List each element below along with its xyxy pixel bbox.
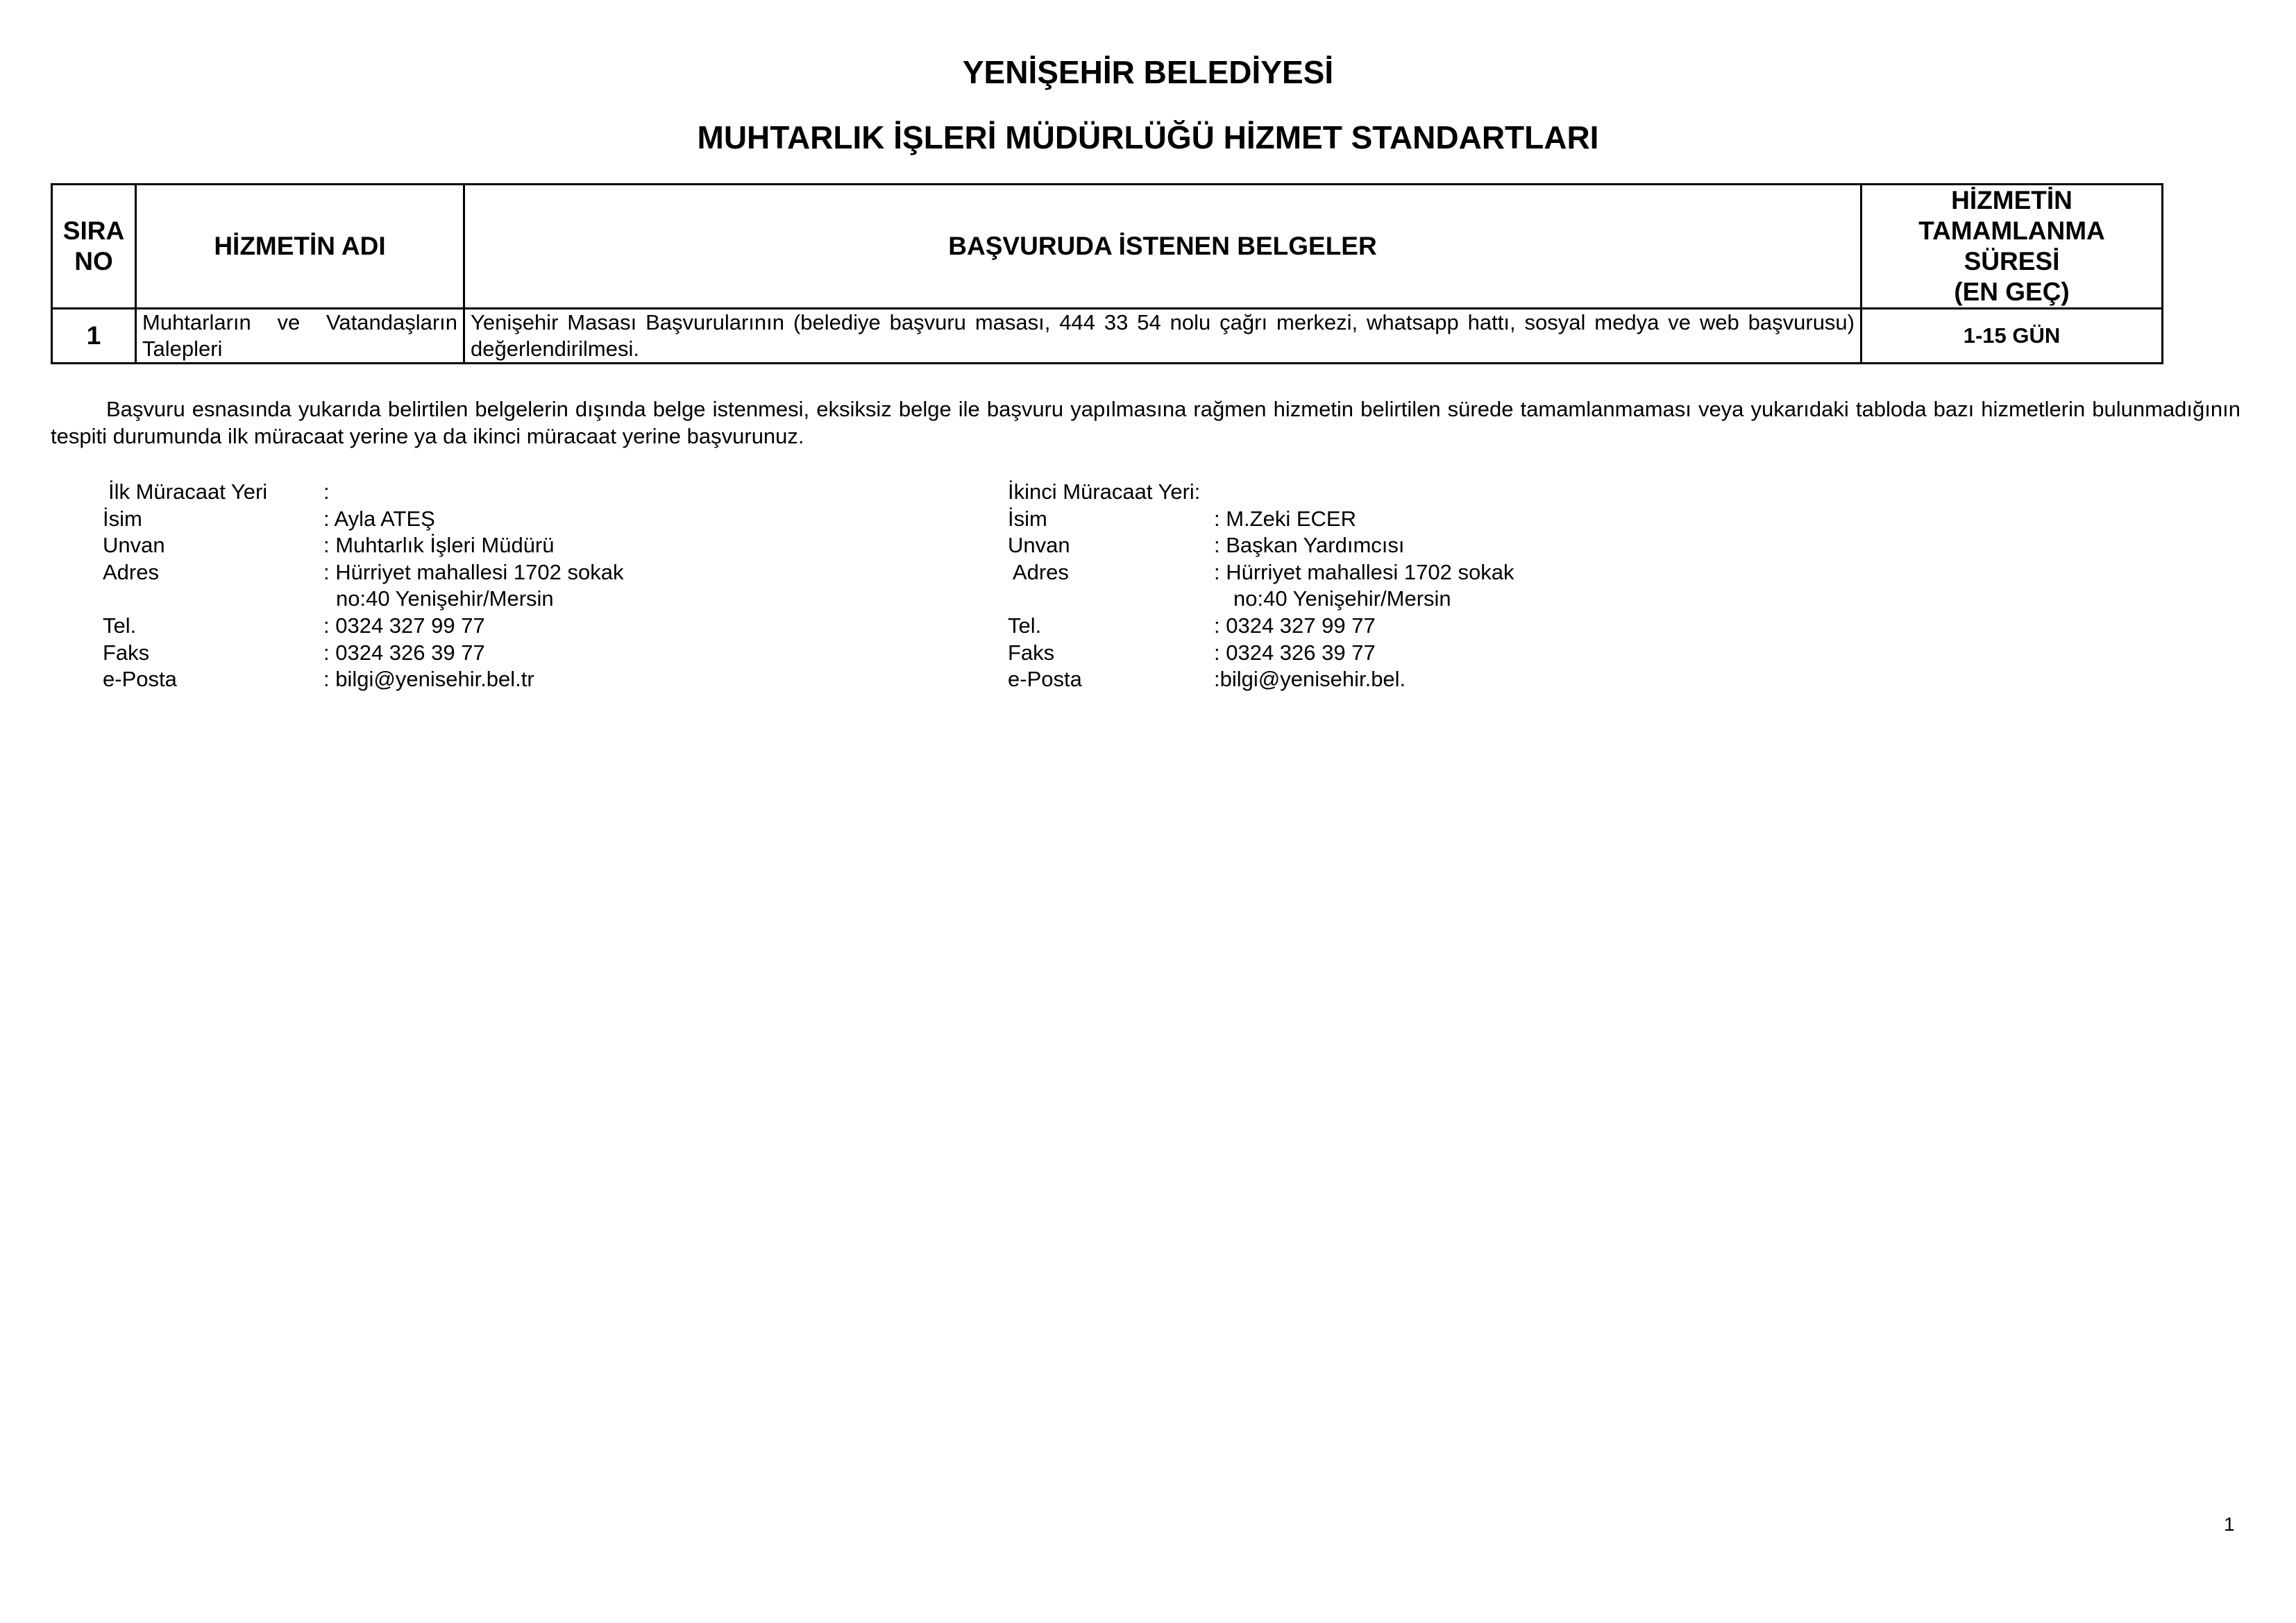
second-contact-adres-value-line2: no:40 Yenişehir/Mersin: [1233, 586, 1451, 611]
first-contact-adres-label: Adres: [103, 559, 159, 584]
sure-header-line3: SÜRESİ: [1964, 247, 2060, 275]
column-header-tamamlanma-suresi: [1862, 185, 2163, 309]
second-contact-tel-row: [1008, 613, 1910, 640]
cell-hizmet-adi: Muhtarların ve Vatandaşların Talepleri: [136, 309, 464, 364]
first-contact-tel-row: [103, 613, 936, 640]
second-contact-eposta-label: e-Posta: [1008, 667, 1082, 692]
application-note: Başvuru esnasında yukarıda belirtilen belgelerin dışında belge istenmesi, eksiksiz belge ile başvuru yapılmasına rağmen hizmetin belirtilen sürede tamamlanmaması veya yukarıdaki tabloda bazı hizmetlerin bulunmadığının tespiti durumunda ilk müracaat yerine ya da ikinci müracaat yerine başvurunuz.: [51, 397, 2240, 448]
column-header-sira-no: [52, 185, 136, 309]
second-contact-unvan-value: : Başkan Yardımcısı: [1214, 533, 1405, 558]
second-contact-unvan-row: [1008, 532, 1910, 559]
first-contact-unvan-value: : Muhtarlık İşleri Müdürü: [323, 533, 555, 558]
second-contact-tel-label: Tel.: [1008, 613, 1042, 638]
sira-header-line1: SIRA: [62, 216, 125, 245]
second-contact-heading: İkinci Müracaat Yeri:: [1008, 479, 1201, 504]
first-contact-heading: İlk Müracaat Yeri: [108, 479, 268, 504]
first-contact-isim-value: : Ayla ATEŞ: [323, 506, 435, 531]
first-contact-adres-value: : Hürriyet mahallesi 1702 sokak: [323, 559, 624, 584]
first-contact-tel-value: : 0324 327 99 77: [323, 613, 485, 638]
second-contact-faks-row: [1008, 640, 1910, 667]
table-header-row: [52, 185, 2163, 309]
column-header-belgeler: BAŞVURUDA İSTENEN BELGELER: [464, 185, 1862, 309]
first-contact-tel-label: Tel.: [103, 613, 137, 638]
sure-header-line1: HİZMETİN: [1951, 186, 2073, 214]
first-contact-faks-label: Faks: [103, 640, 150, 665]
second-contact-faks-value: : 0324 326 39 77: [1214, 640, 1376, 665]
second-contact-adres-label: Adres: [1008, 559, 1069, 584]
second-contact-heading-row: [1008, 479, 1910, 506]
first-contact-block: [103, 479, 936, 693]
second-contact-isim-label: İsim: [1008, 506, 1047, 531]
table-row: [52, 309, 2163, 364]
first-contact-eposta-label: e-Posta: [103, 667, 177, 692]
first-contact-adres-row: [103, 559, 936, 586]
document-title: YENİŞEHİR BELEDİYESİ: [962, 54, 1334, 90]
first-contact-isim-label: İsim: [103, 506, 142, 531]
first-contact-adres-row-2: [103, 586, 936, 613]
sure-header-line4: (EN GEÇ): [1954, 278, 2070, 306]
second-contact-adres-row-2: [1008, 586, 1910, 613]
second-contact-isim-row: [1008, 506, 1910, 533]
first-contact-isim-row: [103, 506, 936, 533]
first-contact-faks-value: : 0324 326 39 77: [323, 640, 485, 665]
first-contact-eposta-value: : bilgi@yenisehir.bel.tr: [323, 667, 534, 692]
second-contact-block: [1008, 479, 1910, 693]
second-contact-adres-row: [1008, 559, 1910, 586]
cell-tamamlanma-suresi: 1-15 GÜN: [1862, 309, 2163, 364]
first-contact-faks-row: [103, 640, 936, 667]
service-standards-table: [51, 183, 2163, 364]
page-number: 1: [2224, 1513, 2235, 1535]
second-contact-tel-value: : 0324 327 99 77: [1214, 613, 1376, 638]
first-contact-adres-value-line2: no:40 Yenişehir/Mersin: [336, 586, 554, 611]
second-contact-eposta-value: :bilgi@yenisehir.bel.: [1214, 667, 1406, 692]
first-contact-unvan-row: [103, 532, 936, 559]
first-contact-heading-row: [103, 479, 936, 506]
sira-header-line2: NO: [74, 247, 113, 275]
cell-belgeler: Yenişehir Masası Başvurularının (belediye başvuru masası, 444 33 54 nolu çağrı merkezi, whatsapp hattı, sosyal medya ve web başvurusu) değerlendirilmesi.: [464, 309, 1862, 364]
first-contact-heading-colon: :: [323, 479, 330, 504]
sure-header-line2: TAMAMLANMA: [1918, 216, 2105, 245]
cell-sira-no: 1: [52, 309, 136, 364]
second-contact-unvan-label: Unvan: [1008, 533, 1070, 558]
second-contact-isim-value: : M.Zeki ECER: [1214, 506, 1356, 531]
column-header-hizmet-adi: HİZMETİN ADI: [136, 185, 464, 309]
first-contact-eposta-row: [103, 666, 936, 693]
second-contact-eposta-row: [1008, 666, 1910, 693]
second-contact-faks-label: Faks: [1008, 640, 1055, 665]
document-subtitle: MUHTARLIK İŞLERİ MÜDÜRLÜĞÜ HİZMET STANDARTLARI: [697, 119, 1599, 155]
second-contact-adres-value: : Hürriyet mahallesi 1702 sokak: [1214, 559, 1514, 584]
first-contact-unvan-label: Unvan: [103, 533, 165, 558]
